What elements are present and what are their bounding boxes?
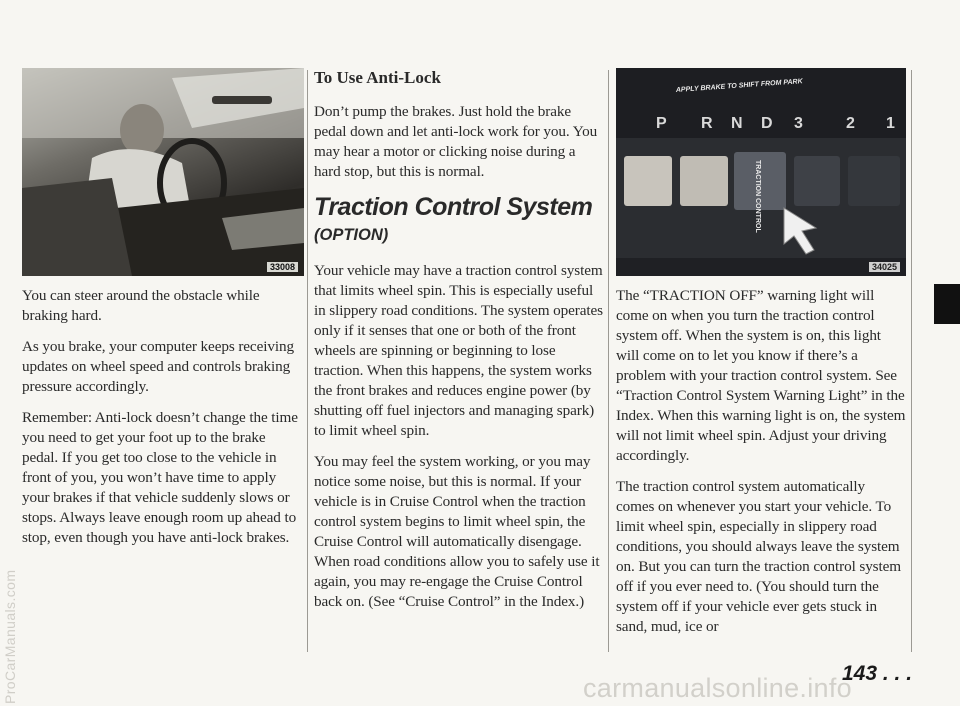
column-divider-2 <box>608 70 609 652</box>
console-illustration <box>616 68 906 276</box>
gear-label: 2 <box>846 115 855 132</box>
column-1 <box>22 68 304 559</box>
column-3 <box>616 68 906 648</box>
traction-button-label: TRACTION CONTROL <box>754 160 761 233</box>
body-paragraph: The “TRACTION OFF” warning light will come on when you turn the traction control system off. When the system is on, this light will come on to let you know if there’s a problem with your traction control system. See “Traction Control System Warning Light” in the Index. When this warning light is on, the system will not limit wheel spin. Adjust your driving accordingly. <box>616 287 906 464</box>
photo-code: 34025 <box>869 262 900 272</box>
column-divider-3 <box>911 70 912 652</box>
body-paragraph: You can steer around the obstacle while braking hard. <box>22 287 260 324</box>
driver-braking-photo <box>22 68 304 276</box>
subheading-to-use-antilock: To Use Anti-Lock <box>314 68 441 87</box>
column-divider-1 <box>307 70 308 652</box>
column-2 <box>314 68 604 623</box>
gear-label: N <box>731 115 743 132</box>
body-paragraph: The traction control system automatically comes on whenever you start your vehicle. To limit wheel spin, especially in slippery road conditions, you should always leave the system on. But you can turn the traction control system off if you ever need to. (You should turn the system off if your vehicle ever gets stuck in sand, mud, ice or <box>616 478 901 635</box>
photo-code: 33008 <box>267 262 298 272</box>
shift-label: APPLY BRAKE TO SHIFT FROM PARK <box>675 78 803 94</box>
body-paragraph: Your vehicle may have a traction control system that limits wheel spin. This is especially useful in slippery road conditions. The system operates only if it senses that one or both of the front wheels are spinning or beginning to lose traction. When this happens, the system works the front brakes and reduces engine power (by shutting off fuel injectors and managing spark) to limit wheel spin. <box>314 262 603 439</box>
gear-label: D <box>761 115 773 132</box>
body-paragraph: Don’t pump the brakes. Just hold the brake pedal down and let anti-lock work for you. You may hear a motor or clicking noise during a hard stop, but this is normal. <box>314 103 598 180</box>
gear-label: P <box>656 115 667 132</box>
body-paragraph: As you brake, your computer keeps receiving updates on wheel speed and controls braking pressure accordingly. <box>22 338 294 395</box>
bottom-watermark: carmanualsonline.info <box>583 673 852 703</box>
body-paragraph: You may feel the system working, or you may notice some noise, but this is normal. If your vehicle is in Cruise Control when the traction control system begins to limit wheel spin, the Cruise Control will automatically disengage. When road conditions allow you to safely use it again, you may re-engage the Cruise Control back on. (See “Cruise Control” in the Index.) <box>314 453 600 610</box>
gear-label: 3 <box>794 115 803 132</box>
page-number: 143 . . . <box>842 662 913 685</box>
driver-illustration <box>22 68 304 276</box>
gear-label: 1 <box>886 115 895 132</box>
traction-control-button-photo <box>616 68 906 276</box>
side-watermark: ProCarManuals.com <box>2 569 18 704</box>
section-option-label: (OPTION) <box>314 226 389 244</box>
body-paragraph: Remember: Anti-lock doesn’t change the time you need to get your foot up to the brake pedal. If you get too close to the vehicle in front of you, you won’t have time to apply your brakes if that vehicle suddenly slows or stops. Always leave enough room up ahead to stop, even though you have anti-lock brakes. <box>22 409 298 546</box>
section-title: Traction Control System <box>314 193 593 221</box>
gear-label: R <box>701 115 713 132</box>
section-tab-marker <box>934 284 960 324</box>
